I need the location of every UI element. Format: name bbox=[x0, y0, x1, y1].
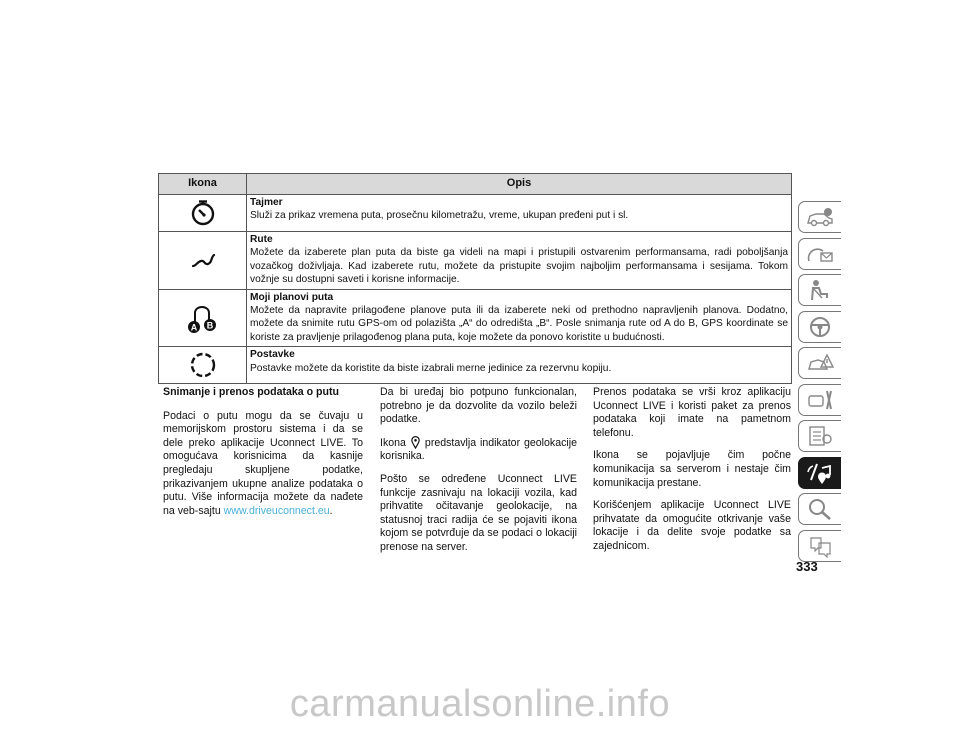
tab-car-info[interactable] bbox=[798, 201, 841, 233]
paragraph bbox=[163, 410, 363, 519]
svg-text:B: B bbox=[206, 320, 213, 331]
table-row bbox=[159, 347, 792, 384]
table-icon-cell bbox=[159, 232, 247, 290]
text-column-2 bbox=[380, 386, 577, 564]
paragraph: Ikona se pojavljuje čim počne komunikacija sa serverom i nestaje čim komunikacija prestane. bbox=[593, 449, 791, 489]
tab-car-maintenance[interactable] bbox=[798, 384, 841, 416]
paragraph-text: Podaci o putu mogu da se čuvaju u memorijskom prostoru sistema i da se dele preko aplikacije Uconnect LIVE. To omogućava korisnicima da kasnije pregledaju skupljene podatke, prikazivanjem ukupne analize podataka o putu. Više informacija možete da nađete na veb-sajtu bbox=[163, 409, 363, 517]
row-text: Postavke možete da koristite da biste izabrali merne jedinice za rezervnu kopiju. bbox=[250, 362, 612, 374]
watermark: carmanualsonline.info bbox=[289, 683, 671, 725]
section-heading: Snimanje i prenos podataka o putu bbox=[163, 386, 339, 398]
specs-list-icon bbox=[805, 424, 835, 448]
search-index-icon bbox=[805, 497, 835, 521]
row-title: Postavke bbox=[250, 349, 295, 361]
table-header-description: Opis bbox=[247, 174, 792, 195]
route-icon bbox=[188, 249, 218, 271]
table-row bbox=[159, 195, 792, 232]
icon-description-table bbox=[158, 173, 792, 384]
language-icon bbox=[805, 534, 835, 558]
dashboard-warning-icon bbox=[805, 243, 835, 265]
stopwatch-icon bbox=[188, 198, 218, 228]
row-text: Možete da izaberete plan puta da biste ga videli na mapi i pristupili ostvarenim performansama, radi poboljšanja vozačkog doživljaja. Kad izaberete rutu, možete da pristupite svojim najboljim performansama i sesijama. Tokom vožnje su dostupni saveti i korisne informacije. bbox=[250, 247, 788, 286]
paragraph bbox=[380, 436, 577, 464]
paragraph-text: Ikona bbox=[380, 436, 406, 449]
tab-search-index[interactable] bbox=[798, 493, 841, 525]
row-title: Rute bbox=[250, 234, 273, 245]
paragraph: Korišćenjem aplikacije Uconnect LIVE prihvatate da omogućite otkrivanje vaše lokacije i da delite svoje podatke sa zajednicom. bbox=[593, 499, 791, 552]
paragraph-text: predstavlja indikator geolokacije korisnika. bbox=[380, 436, 577, 463]
table-header-icon: Ikona bbox=[159, 174, 247, 195]
table-desc-cell bbox=[247, 232, 792, 290]
tab-multimedia[interactable] bbox=[798, 457, 841, 489]
table-icon-cell bbox=[159, 289, 247, 347]
tab-car-emergency[interactable] bbox=[798, 347, 841, 379]
paragraph: Prenos podataka se vrši kroz aplikaciju Uconnect LIVE i koristi paket za prenos podataka koji imate na pametnom telefonu. bbox=[593, 386, 791, 439]
paragraph: Da bi uređaj bio potpuno funkcionalan, potrebno je da dozvolite da vozilo beleži podatke. bbox=[380, 386, 577, 426]
tab-steering-wheel[interactable] bbox=[798, 311, 841, 343]
table-icon-cell bbox=[159, 347, 247, 384]
chapter-tabs bbox=[798, 201, 842, 566]
row-title: Moji planovi puta bbox=[250, 291, 334, 303]
car-maintenance-icon bbox=[805, 388, 835, 412]
location-pin-icon bbox=[411, 436, 420, 449]
tab-dashboard-warning[interactable] bbox=[798, 238, 841, 270]
table-icon-cell bbox=[159, 195, 247, 232]
row-text: Možete da napravite prilagođene planove puta ili da izaberete neki od prethodno napravljenih planova. Dodatno, možete da snimite rutu GPS-om od polazišta „A“ do odredišta „B“. Posle snimanja rute od A do B, GPS koordinate se koriste za pravljenje prilagođenog plana puta, koje možete da ponovo koristite u budućnosti. bbox=[250, 305, 788, 343]
tab-language[interactable] bbox=[798, 530, 841, 562]
page-number: 333 bbox=[796, 559, 818, 574]
seatbelt-safety-icon bbox=[805, 278, 835, 302]
text-column-3 bbox=[593, 386, 791, 563]
table-desc-cell bbox=[247, 195, 792, 232]
car-emergency-icon bbox=[805, 351, 835, 375]
paragraph-end: . bbox=[329, 504, 333, 517]
steering-wheel-icon bbox=[805, 315, 835, 339]
route-plan-ab-icon bbox=[183, 301, 223, 335]
multimedia-icon bbox=[805, 460, 835, 486]
table-row bbox=[159, 289, 792, 347]
tab-seatbelt-safety[interactable] bbox=[798, 274, 841, 306]
row-text: Služi za prikaz vremena puta, prosečnu kilometražu, vreme, ukupan pređeni put i sl. bbox=[250, 210, 629, 222]
table-desc-cell bbox=[247, 289, 792, 347]
table-desc-cell bbox=[247, 347, 792, 384]
row-title: Tajmer bbox=[250, 197, 283, 208]
tab-specs-list[interactable] bbox=[798, 420, 841, 452]
text-column-1 bbox=[163, 386, 363, 527]
paragraph: Pošto se određene Uconnect LIVE funkcije zasnivaju na lokaciji vozila, kad prihvatite očitavanje geolokacije, na statusnoj traci radija će se pojaviti ikona kojom se potvrđuje da se podaci o lokaciji prenose na server. bbox=[380, 472, 577, 553]
car-info-icon bbox=[805, 206, 835, 228]
website-link[interactable]: www.driveuconnect.eu bbox=[223, 504, 330, 517]
settings-gear-icon bbox=[186, 348, 220, 382]
table-row bbox=[159, 232, 792, 290]
svg-text:A: A bbox=[190, 322, 197, 333]
